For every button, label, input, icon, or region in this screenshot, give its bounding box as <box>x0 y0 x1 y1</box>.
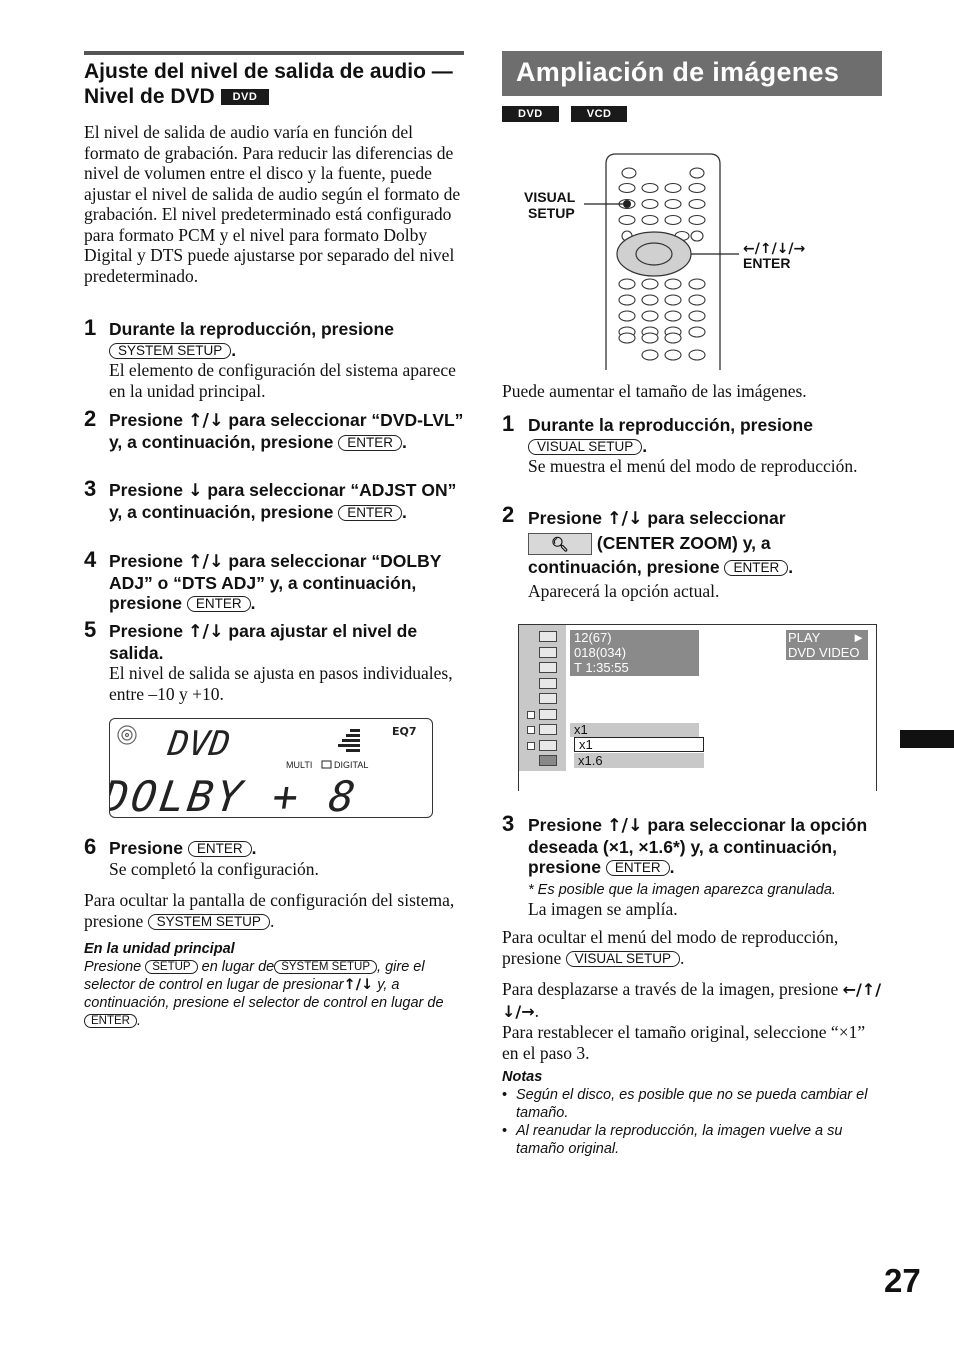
remote-button <box>642 200 658 209</box>
step-number: 4 <box>84 547 97 572</box>
remote-button <box>690 168 704 178</box>
remote-svg <box>502 150 882 372</box>
enter-key: ENTER <box>338 435 402 451</box>
disc-icon <box>539 631 557 642</box>
page-number: 27 <box>884 1262 921 1299</box>
center-zoom-icon: 🔍︎ <box>528 533 592 555</box>
direction-arrows-icon: ←/↑/↓/→ <box>502 980 882 1021</box>
visual-setup-key: VISUAL SETUP <box>566 951 680 967</box>
play-status-box <box>786 630 868 660</box>
disc-icon <box>118 726 136 744</box>
enter-key: ENTER <box>724 560 788 576</box>
zoom-step-2: Presione ↑/↓ para seleccionar 🔍︎ (CENTER ZOOM) y, a continuación, presione ENTER . Aparecerá la opción actual. <box>528 508 794 602</box>
enter-key: ENTER <box>606 860 670 876</box>
step-1: Durante la reproducción, presione SYSTEM SETUP . El elemento de configuración del sistema aparece en la unidad principal. <box>109 319 456 401</box>
system-setup-key: SYSTEM SETUP <box>274 960 377 974</box>
remote-button <box>642 350 658 360</box>
remote-button <box>689 200 705 209</box>
step-number: 2 <box>502 502 515 527</box>
step-number: 3 <box>502 811 515 836</box>
checkbox-icon <box>527 742 535 750</box>
subtitle-icon <box>539 693 557 704</box>
multi-label: MULTI <box>286 760 313 770</box>
visual-setup-key: VISUAL SETUP <box>528 439 642 455</box>
enter-label: ENTER <box>743 255 791 271</box>
camera-icon <box>539 709 557 720</box>
disc-info-box <box>570 630 699 676</box>
remote-button <box>665 184 681 193</box>
dvd-badge: DVD <box>502 106 559 122</box>
step-6: Presione ENTER . Se completó la configuración. <box>109 838 319 879</box>
section-rule <box>84 51 464 55</box>
hide-menu-paragraph: Para ocultar el menú del modo de reproducción, presione VISUAL SETUP . <box>502 927 839 968</box>
title-chapter: 12(67) <box>574 630 612 645</box>
up-down-arrow-icon: ↑/↓ <box>606 509 643 529</box>
zoom-option-x1-6[interactable]: x1.6 <box>574 753 704 768</box>
current-zoom: x1 <box>570 723 699 737</box>
setup-key: SETUP <box>145 960 197 974</box>
system-setup-key: SYSTEM SETUP <box>109 343 231 359</box>
play-icon: ► <box>852 630 865 645</box>
remote-button <box>689 311 705 321</box>
remote-button <box>665 295 681 305</box>
display-svg <box>110 719 432 817</box>
remote-button <box>642 295 658 305</box>
level-bars-icon <box>338 729 360 752</box>
unit-note: En la unidad principal Presione SETUP en lugar de SYSTEM SETUP , gire el selector de control en lugar de presionar↑/↓ y, a continuación, presione el selector de control en lugar de ENTER . <box>84 940 464 1030</box>
step-number: 2 <box>84 406 97 431</box>
remote-button <box>619 184 635 193</box>
visual-setup-button <box>623 200 631 208</box>
enter-key: ENTER <box>187 596 251 612</box>
note-item: • Según el disco, es posible que no se pueda cambiar el tamaño. <box>502 1087 868 1121</box>
remote-button <box>691 231 703 241</box>
digital-label: DIGITAL <box>334 760 369 770</box>
checkbox-icon <box>527 711 535 719</box>
step-number: 3 <box>84 476 97 501</box>
remote-button <box>665 333 681 343</box>
remote-button <box>689 279 705 289</box>
format-badges <box>502 105 627 123</box>
menu-icon-column <box>519 625 566 771</box>
eq-label: EQ7 <box>392 725 417 738</box>
remote-button <box>665 279 681 289</box>
up-down-arrow-icon: ↑/↓ <box>606 816 643 836</box>
enter-button <box>636 243 672 265</box>
unit-note-heading: En la unidad principal <box>84 941 235 957</box>
display-bottom-text: DOLBY + 8 <box>110 772 362 817</box>
step-5: Presione ↑/↓ para ajustar el nivel de salida. El nivel de salida se ajusta en pasos individuales, entre –10 y +10. <box>109 621 453 704</box>
step-number: 5 <box>84 617 97 642</box>
remote-button <box>689 327 705 337</box>
up-down-arrow-icon: ↑/↓ <box>343 977 374 993</box>
remote-button <box>622 168 636 178</box>
zoom-step-3: Presione ↑/↓ para seleccionar la opción deseada (×1, ×1.6*) y, a continuación, presione ENTER . * Es posible que la imagen aparezca granulada. La imagen se amplía. <box>528 815 868 919</box>
up-down-arrow-icon: ↑/↓ <box>187 411 224 431</box>
remote-button <box>619 216 635 225</box>
elapsed-time: T 1:35:55 <box>574 660 629 675</box>
remote-button <box>642 279 658 289</box>
step-4: Presione ↑/↓ para seleccionar “DOLBY ADJ” o “DTS ADJ” y, a continuación, presione ENTER . <box>109 551 442 613</box>
remote-button <box>689 295 705 305</box>
notes-heading: Notas <box>502 1069 543 1085</box>
enter-key: ENTER <box>188 841 252 857</box>
up-down-arrow-icon: ↑/↓ <box>187 622 224 642</box>
zoom-step-1: Durante la reproducción, presione VISUAL SETUP . Se muestra el menú del modo de reproducción. <box>528 415 858 476</box>
remote-button <box>665 350 681 360</box>
intro-paragraph: El nivel de salida de audio varía en función del formato de grabación. Para reducir las diferencias de nivel de volumen entre el disco y la fuente, puede ajustar el nivel de salida de audio según el formato de grabación. El nivel predeterminado está configurado para formato PCM y el nivel para formato Dolby Digital y DTS puede ajustarse por separado del nivel predeterminado. <box>84 122 461 286</box>
up-down-arrow-icon: ↑/↓ <box>187 552 224 572</box>
remote-button <box>665 216 681 225</box>
section-heading: Ajuste del nivel de salida de audio — Nivel de DVD DVD <box>84 60 453 108</box>
enter-key: ENTER <box>338 505 402 521</box>
play-status: PLAY <box>788 630 821 645</box>
remote-button <box>619 295 635 305</box>
checkbox-icon <box>527 726 535 734</box>
clapper-icon <box>539 647 557 658</box>
arrows-label: ←/↑/↓/→ <box>743 241 806 257</box>
scroll-paragraph: Para desplazarse a través de la imagen, presione ←/↑/↓/→. Para restablecer el tamaño original, seleccione “×1” en el paso 3. <box>502 979 882 1063</box>
down-arrow-icon: ↓ <box>187 481 203 501</box>
remote-button <box>689 216 705 225</box>
remote-button <box>619 311 635 321</box>
clock-icon <box>539 662 557 673</box>
dolby-icon <box>322 761 331 768</box>
remote-button <box>642 311 658 321</box>
system-setup-key: SYSTEM SETUP <box>148 914 270 930</box>
step-number: 1 <box>502 411 515 436</box>
disc-format: DVD VIDEO <box>788 645 860 660</box>
section-title: Ampliación de imágenes <box>502 51 882 96</box>
track-number: 018(034) <box>574 645 627 660</box>
right-intro: Puede aumentar el tamaño de las imágenes. <box>502 381 807 401</box>
display-top-text: DVD <box>165 724 233 764</box>
vcd-badge: VCD <box>571 106 628 122</box>
unit-display <box>109 718 433 818</box>
remote-button <box>619 333 635 343</box>
repeat-icon <box>539 724 557 735</box>
remote-button <box>642 216 658 225</box>
step-2: Presione ↑/↓ para seleccionar “DVD-LVL” y, a continuación, presione ENTER . <box>109 410 464 452</box>
remote-button <box>665 200 681 209</box>
zoom-icon <box>539 755 557 766</box>
shuffle-icon <box>539 740 557 751</box>
note-item: • Al reanudar la reproducción, la imagen vuelve a su tamaño original. <box>502 1123 843 1157</box>
remote-button <box>665 311 681 321</box>
section-tab <box>900 730 954 748</box>
remote-button <box>619 279 635 289</box>
dvd-badge: DVD <box>221 89 270 105</box>
step-number: 6 <box>84 834 97 859</box>
hide-paragraph: Para ocultar la pantalla de configuración del sistema, presione SYSTEM SETUP . <box>84 890 455 931</box>
visual-label: VISUAL <box>524 189 576 205</box>
step-3: Presione ↓ para seleccionar “ADJST ON” y, a continuación, presione ENTER . <box>109 480 457 522</box>
playback-menu-screen <box>518 624 877 791</box>
setup-label: SETUP <box>528 205 575 221</box>
remote-illustration <box>502 150 882 372</box>
enter-key: ENTER <box>84 1014 137 1028</box>
step-number: 1 <box>84 315 97 340</box>
remote-button <box>642 333 658 343</box>
notes <box>502 1068 882 1158</box>
audio-icon <box>539 678 557 689</box>
footnote: * Es posible que la imagen aparezca granulada. <box>528 881 836 898</box>
remote-button <box>689 184 705 193</box>
zoom-option-x1[interactable]: x1 <box>574 737 704 752</box>
remote-button <box>642 184 658 193</box>
remote-button <box>689 350 705 360</box>
